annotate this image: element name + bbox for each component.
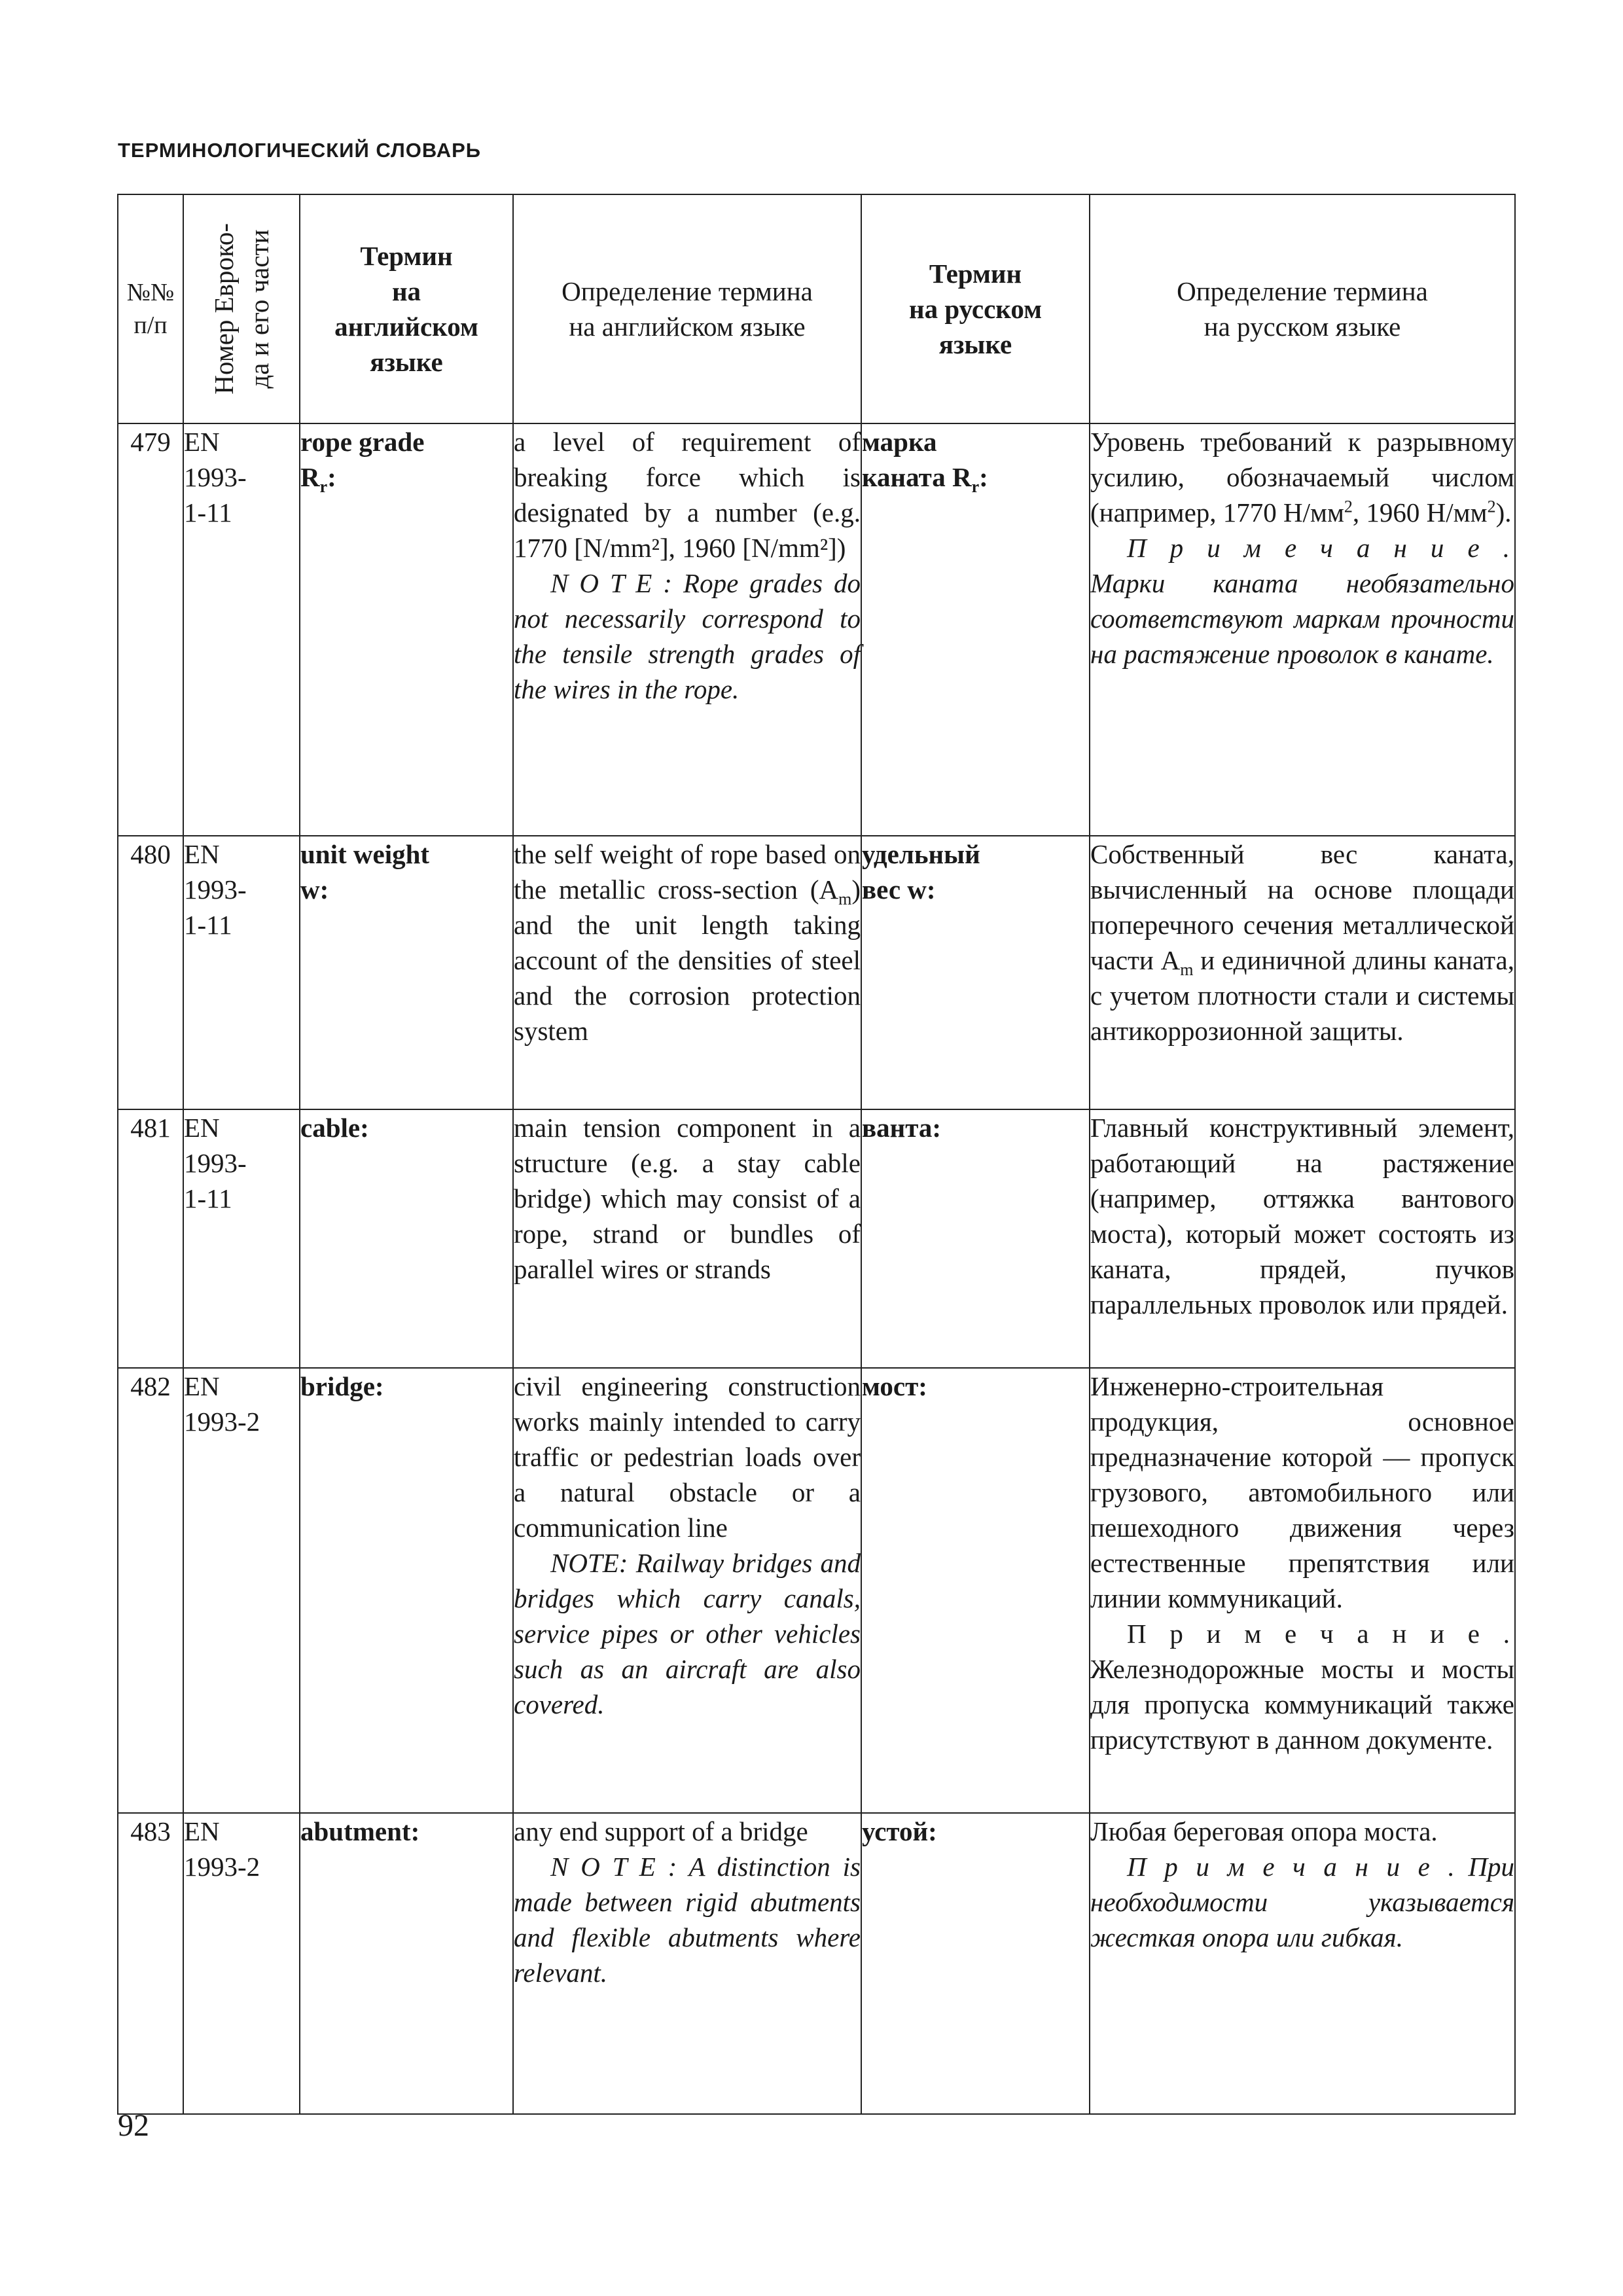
note-en: [514, 1849, 861, 1990]
definition-en: [513, 1813, 861, 2114]
entry-number: 479: [118, 423, 183, 836]
entry-number: 482: [118, 1368, 183, 1813]
note-en-label: N O T E :: [550, 568, 672, 598]
note-en: [514, 565, 861, 707]
definition-en-text: a level of requirement of breaking force which is designated by a number (e.g. 1770 [N/mm²], 1960 [N/mm²]): [514, 427, 861, 563]
definition-ru-text-a: Уровень требований к разрывному усилию, обозначаемый числом (например, 1770 Н/мм: [1090, 427, 1514, 528]
term-en-symbol: R: [300, 462, 320, 492]
note-ru-text: При необходимости указывается жесткая опора или гибкая.: [1090, 1852, 1515, 1952]
eurocode-ref: EN 1993- 1-11: [183, 423, 300, 836]
term-en: cable:: [300, 1109, 513, 1368]
term-ru: ванта:: [861, 1109, 1090, 1368]
header-def-ru: [1090, 194, 1515, 423]
term-ru: мост:: [861, 1368, 1090, 1813]
note-ru-label: П р и м е ч а н и е .: [1127, 1619, 1514, 1649]
term-ru: удельный вес w:: [861, 836, 1090, 1109]
eurocode-ref: EN 1993-2: [183, 1813, 300, 2114]
table-row: [118, 1813, 1515, 2114]
note-ru-label: П р и м е ч а н и е .: [1127, 1852, 1459, 1882]
note-ru-label: П р и м е ч а н и е .: [1127, 533, 1514, 563]
note-en-text: Railway bridges and bridges which carry canals, service pipes or other vehicles such as an aircraft are also covered.: [514, 1548, 861, 1719]
header-row: [118, 194, 1515, 423]
header-code-label: Номер Евроко- да и его части: [209, 223, 274, 395]
term-ru: устой:: [861, 1813, 1090, 2114]
note-ru: [1090, 1616, 1514, 1757]
definition-en-text-a: the self weight of rope based on the metallic cross-section (A: [514, 839, 861, 905]
definition-ru: [1090, 1368, 1515, 1813]
table-row: [118, 1109, 1515, 1368]
header-def-en: [513, 194, 861, 423]
entry-number: 481: [118, 1109, 183, 1368]
term-ru: марка каната $R_r$:: [861, 423, 1090, 836]
definition-en-text: any end support of a bridge: [514, 1816, 808, 1846]
header-term-ru: [861, 194, 1090, 423]
header-num-label: №№ п/п: [126, 279, 175, 339]
entry-number: 483: [118, 1813, 183, 2114]
definition-en-subscript: m: [838, 889, 852, 909]
definition-ru-text-b: и единичной длины каната, с учетом плотности стали и системы антикоррозионной защиты.: [1090, 945, 1514, 1046]
note-en-label: NOTE:: [550, 1548, 628, 1578]
definition-en: [513, 836, 861, 1109]
term-en: abutment:: [300, 1813, 513, 2114]
header-term-en: [300, 194, 513, 423]
terminology-table: [117, 194, 1516, 2115]
definition-ru-text-c: ).: [1495, 497, 1512, 528]
term-ru-text: марка каната R: [862, 427, 972, 492]
header-num: [118, 194, 183, 423]
page-number: 92: [118, 2108, 149, 2143]
definition-en-text: civil engineering construction works mainly intended to carry traffic or pedestrian loads over a natural obstacle or a communication line: [514, 1371, 861, 1543]
term-en: unit weight w:: [300, 836, 513, 1109]
term-en: bridge:: [300, 1368, 513, 1813]
entry-number: 480: [118, 836, 183, 1109]
definition-ru-subscript: m: [1180, 960, 1194, 980]
term-en: rope grade $R_r$:: [300, 423, 513, 836]
note-ru-text: Железнодорожные мосты и мосты для пропуска коммуникаций также присутствуют в данном документе.: [1090, 1654, 1514, 1755]
definition-ru: Главный конструктивный элемент, работающий на растяжение (например, оттяжка вантового моста), который может состоять из каната, прядей, пучков параллельных проволок или прядей.: [1090, 1109, 1515, 1368]
definition-ru-text: Любая береговая опора моста.: [1090, 1816, 1438, 1846]
table-row: [118, 836, 1515, 1109]
note-en: [514, 1545, 861, 1722]
definition-ru-sup-1: 2: [1344, 497, 1353, 516]
definition-en: [513, 423, 861, 836]
note-en-label: N O T E :: [550, 1852, 677, 1882]
definition-en-text-b: ) and the unit length taking account of the densities of steel and the corrosion protection system: [514, 874, 861, 1046]
header-def-en-label: Определение термина на английском языке: [562, 276, 813, 342]
definition-en: [513, 1368, 861, 1813]
term-en-subscript: r: [319, 477, 328, 497]
eurocode-ref: EN 1993- 1-11: [183, 1109, 300, 1368]
header-code: [183, 194, 300, 423]
header-term-ru-label: Термин на русском языке: [909, 259, 1042, 359]
definition-ru-text-a: Собственный вес каната, вычисленный на основе площади поперечного сечения металлической части A: [1090, 839, 1514, 975]
note-en-text: A distinction is made between rigid abutments and flexible abutments where relevant.: [514, 1852, 861, 1988]
definition-ru-text: Инженерно-строительная продукция, основное предназначение которой — пропуск грузового, автомобильного или пешеходного движения через естественные препятствия или линии коммуникаций.: [1090, 1371, 1514, 1613]
header-def-ru-label: Определение термина на русском языке: [1177, 276, 1428, 342]
term-ru-subscript: r: [971, 477, 980, 497]
definition-ru-text-b: , 1960 Н/мм: [1352, 497, 1488, 528]
eurocode-ref: EN 1993-2: [183, 1368, 300, 1813]
definition-ru-sup-2: 2: [1487, 497, 1496, 516]
note-ru: [1090, 1849, 1514, 1955]
header-term-en-label: Термин на английском языке: [334, 241, 478, 377]
definition-ru: [1090, 836, 1515, 1109]
table-row: [118, 423, 1515, 836]
note-en-text: Rope grades do not necessarily correspond to the tensile strength grades of the wires in the rope.: [514, 568, 861, 704]
eurocode-ref: EN 1993- 1-11: [183, 836, 300, 1109]
note-ru: [1090, 530, 1514, 672]
definition-ru: [1090, 423, 1515, 836]
note-ru-text: Марки каната необязательно соответствуют маркам прочности на растяжение проволок в канате.: [1090, 568, 1514, 669]
term-en-text: rope grade: [300, 427, 425, 457]
table-row: [118, 1368, 1515, 1813]
running-head: ТЕРМИНОЛОГИЧЕСКИЙ СЛОВАРЬ: [118, 139, 482, 162]
definition-ru: [1090, 1813, 1515, 2114]
definition-en: main tension component in a structure (e.g. a stay cable bridge) which may consist of a rope, strand or bundles of parallel wires or strands: [513, 1109, 861, 1368]
